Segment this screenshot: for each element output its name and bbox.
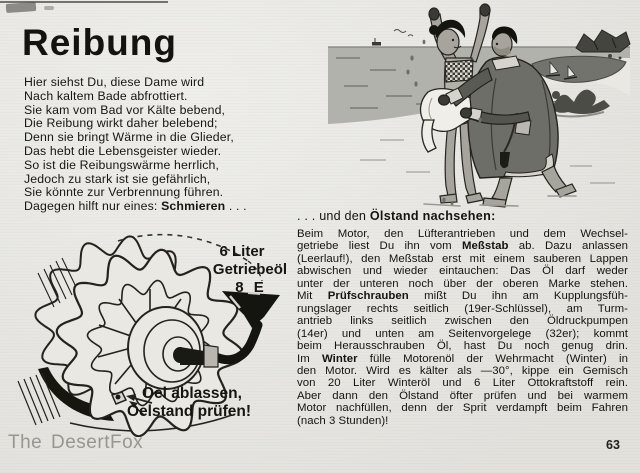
poem-line: Sie kam vom Bad vor Kälte bebend, — [24, 102, 226, 117]
poem-line: So ist die Reibungswärme herrlich, — [24, 157, 220, 172]
gear-oiling-illustration — [8, 231, 300, 437]
gear-label-quantity: 6 Liter — [219, 243, 265, 260]
poem-line: Denn sie bringt Wärme in die Glieder, — [24, 130, 234, 145]
gear-label-code: 8 E — [235, 279, 267, 296]
poem-line: Jedoch zu stark ist sie gefährlich, — [24, 171, 211, 186]
gear-hub — [128, 307, 204, 389]
poem-text — [24, 76, 296, 214]
body-line: Mit Prüfschrauben mißt Du ihn am Kupplungsfüh- — [297, 290, 628, 303]
poem-line: Hier siehst Du, diese Dame wird — [24, 75, 205, 89]
poem-line: Nach kaltem Bade abfrottiert. — [24, 88, 188, 103]
poem-line: Dagegen hilft nur eines: Schmieren . . . — [24, 199, 247, 214]
gear-label-drain-line2: Oelstand prüfen! — [127, 403, 252, 420]
poem-line: Die Reibung wirkt daher belebend; — [24, 116, 218, 131]
page-number: 63 — [606, 438, 620, 452]
body-line: von 20 Liter Winteröl und 6 Liter Ottokraftstoff rein. — [297, 377, 628, 390]
birds — [394, 30, 413, 37]
scan-artifact-speck — [44, 6, 54, 10]
body-line: antrieb links seitlich zwischen den Öldruckpumpen — [297, 315, 628, 328]
scan-artifact-speck — [6, 2, 37, 13]
body-line: Im Winter fülle Motorenöl der Wehrmacht (Winter) in — [297, 352, 628, 365]
instruction-column — [297, 209, 628, 427]
body-line: rungslager rechts seitlich (19er-Schlüssel), am Turm- — [297, 302, 628, 315]
beach-cartoon-illustration — [320, 0, 640, 208]
body-line: (Leerlauf!), den Meßstab erst mit einem sauberen Lappen — [297, 252, 628, 265]
body-line: Beim Motor, den Lüfterantrieben und dem Wechsel- — [297, 228, 628, 240]
section-heading: . . . und den Ölstand nachsehen: — [297, 209, 496, 223]
body-line: Aber dann den Ölstand öfter prüfen und bei warmem — [297, 389, 628, 402]
body-line: den Motor. Wird es kälter als —30°, kippe ein Gemisch — [297, 364, 628, 377]
body-line: unter der unteren noch über der oberen Marke stehen. — [297, 277, 628, 290]
poem-line: Das hebt die Lebensgeister wieder. — [24, 143, 222, 158]
gear-label-drain-line1: Oel ablassen, — [142, 385, 242, 402]
ship-on-horizon — [372, 38, 381, 46]
section-body — [297, 228, 628, 427]
body-line: getriebe liest Du ihn vom Meßstab ab. Dazu anlassen — [297, 240, 629, 253]
beach-scene — [320, 0, 640, 208]
body-line: abwischen und wieder eintauchen: Das Öl darf weder — [297, 265, 628, 278]
watermark: The DesertFox — [8, 432, 144, 453]
body-line: beim Herausschrauben Öl, hast Du noch genug drin. — [297, 340, 628, 353]
body-line: (14er) und unten am Seitenvorgelege (32er); kommt — [297, 327, 628, 340]
body-line: Motor nachfüllen, denn der Sprit verdampft beim Fahren — [297, 402, 628, 415]
gear-label-oil-type: Getriebeöl — [212, 261, 288, 278]
poem-line: Sie könnte zur Verbrennung führen. — [24, 185, 224, 200]
page-title: Reibung — [22, 22, 177, 63]
body-line: (nach 3 Stunden)! — [297, 414, 389, 427]
